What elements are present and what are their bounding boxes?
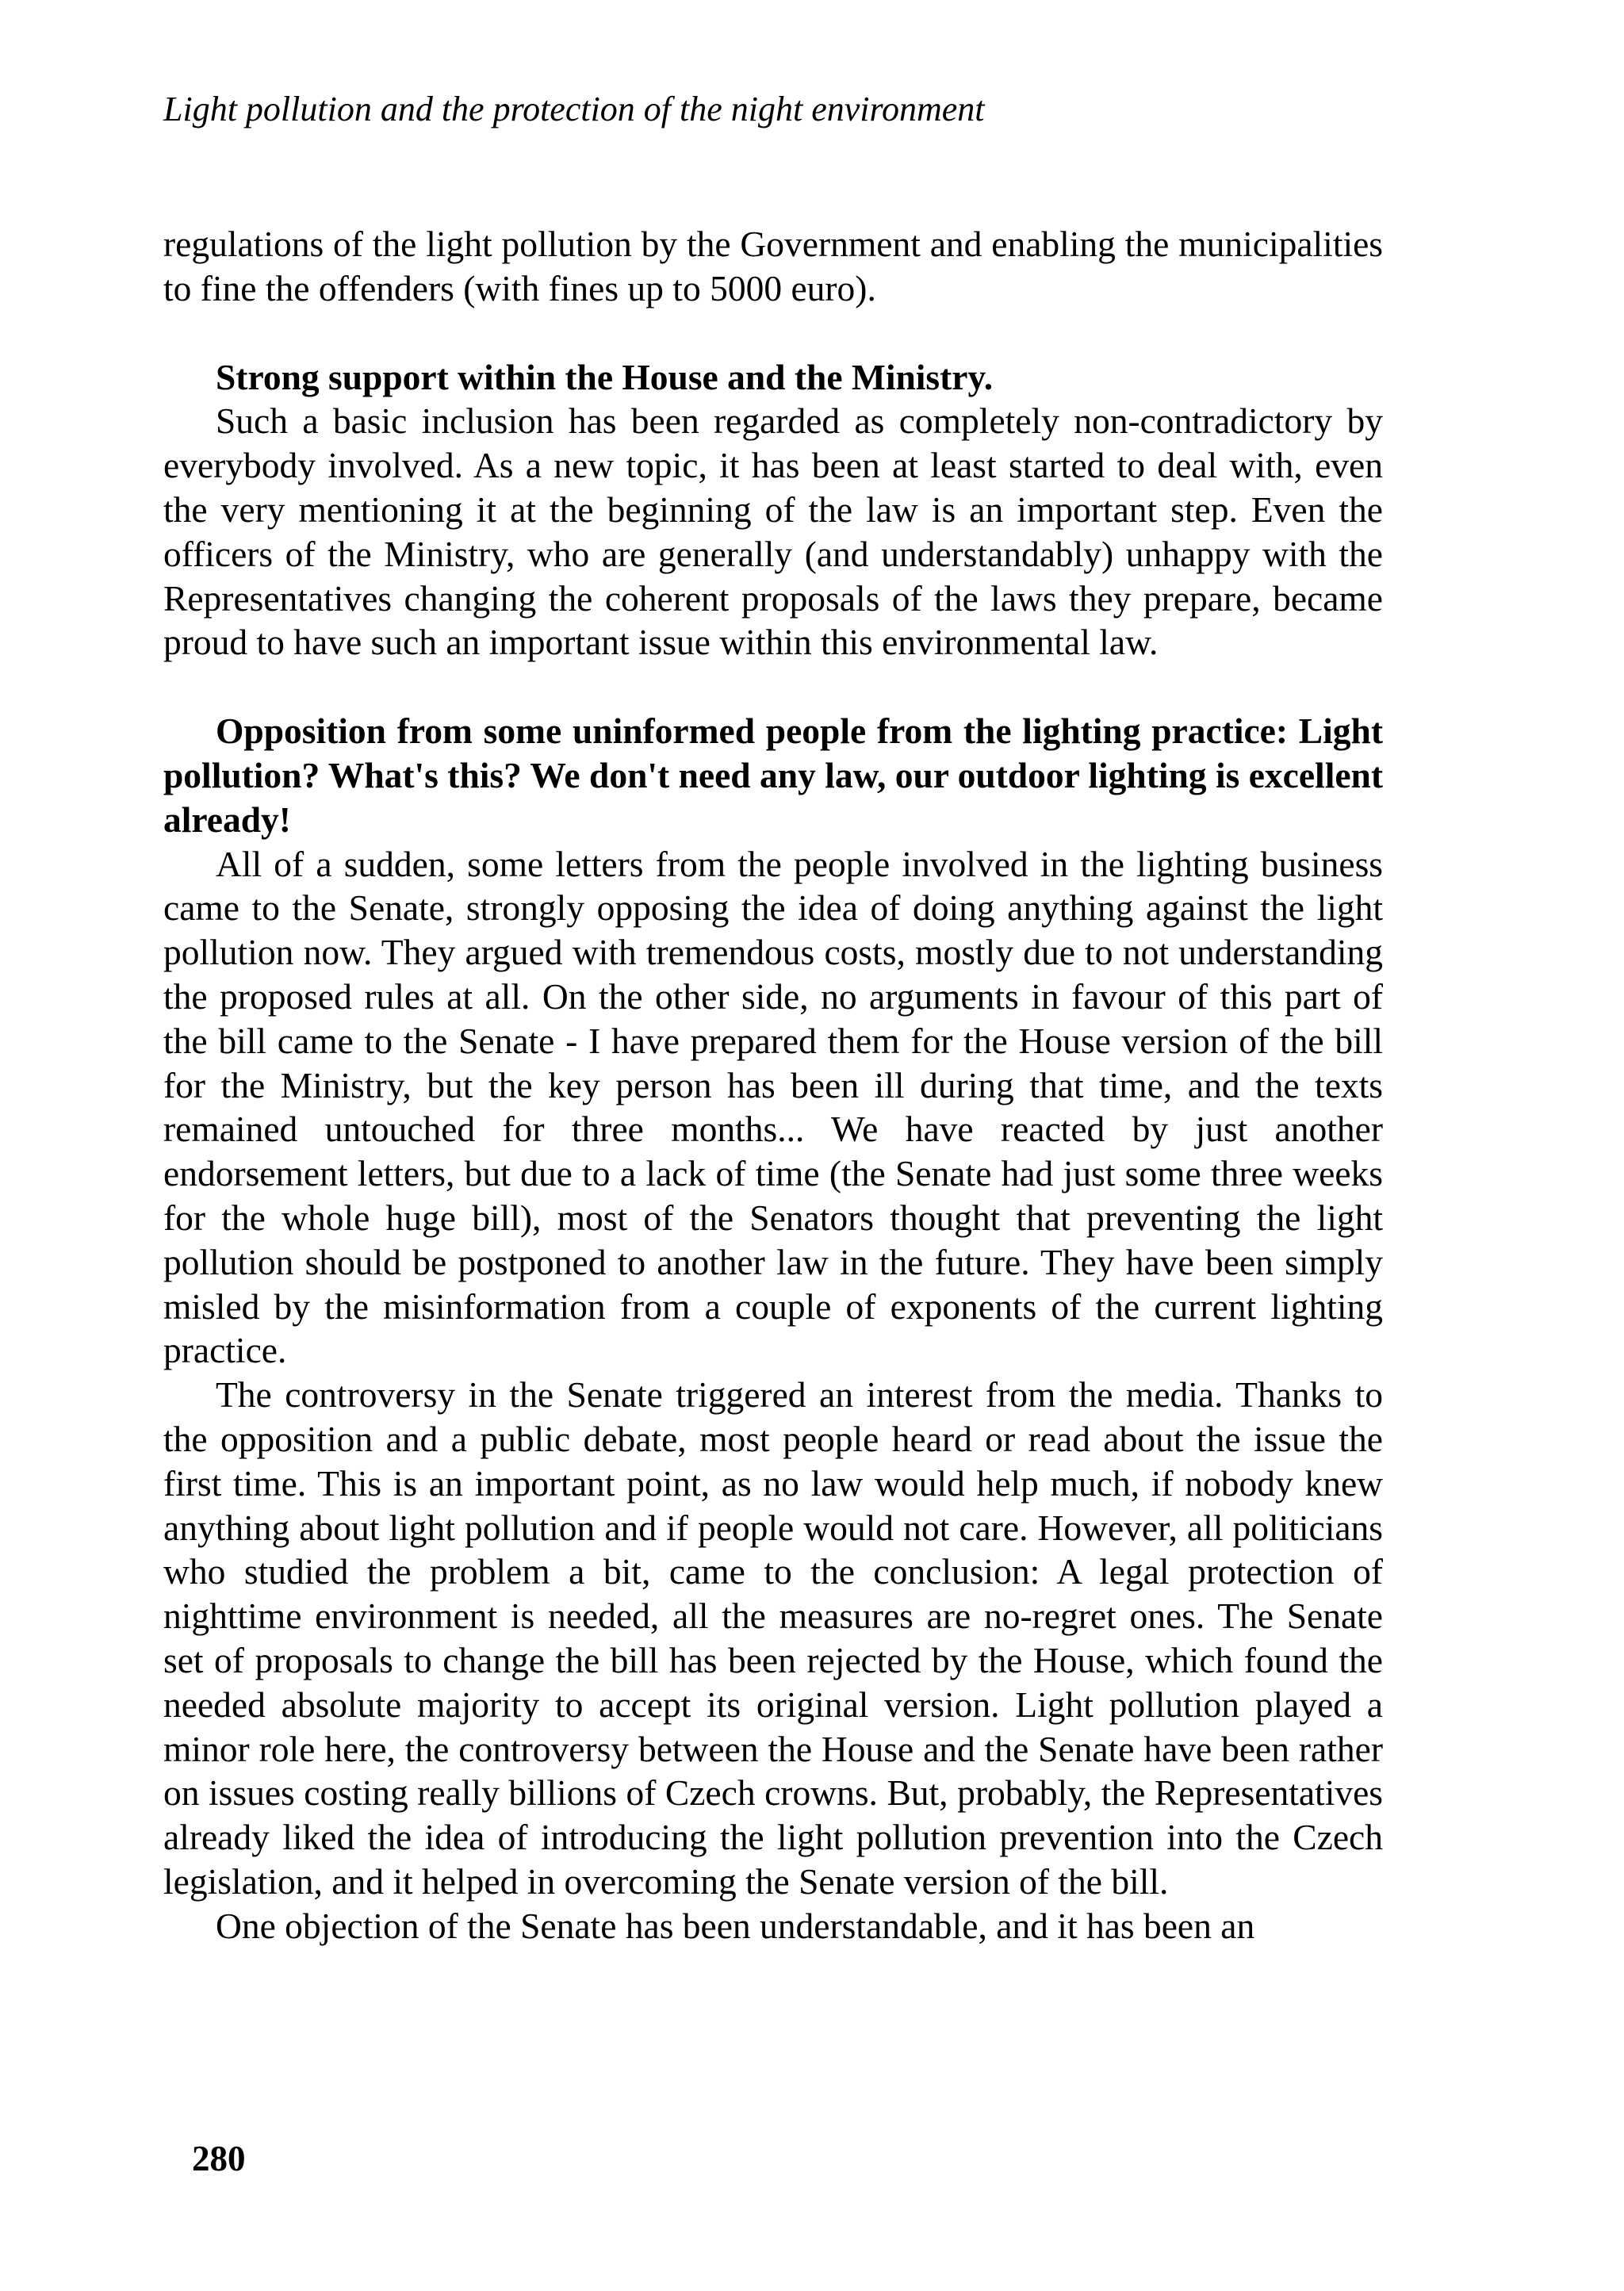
paragraph-gap <box>163 665 1383 709</box>
paragraph-objection: One objection of the Senate has been understandable, and it has been an <box>216 1905 1255 1946</box>
paragraph-continuation: regulations of the light pollution by the Government and enabling the municipalities to fine the offenders (with fines up to 5000 euro). <box>163 224 1383 308</box>
page-number: 280 <box>192 2139 246 2178</box>
body-text <box>163 222 1383 1948</box>
paragraph-controversy: The controversy in the Senate triggered an interest from the media. Thanks to the opposition and a public debate, most people heard or read about the issue the first time. This is an important point, as no law would help much, if nobody knew anything about light pollution and if people would not care. However, all politicians who studied the problem a bit, came to the conclusion: A legal protection of nighttime environment is needed, all the measures are no-regret ones. The Senate set of proposals to change the bill has been rejected by the House, which found the needed absolute majority to accept its original version. Light pollution played a minor role here, the controversy between the House and the Senate have been rather on issues costing really billions of Czech crowns. But, probably, the Representatives already liked the idea of introducing the light pollution prevention into the Czech legislation, and it helped in overcoming the Senate version of the bill. <box>163 1374 1383 1902</box>
paragraph-gap <box>163 311 1383 355</box>
paragraph-support: Such a basic inclusion has been regarded as completely non-contradictory by everybody involved. As a new topic, it has been at least started to deal with, even the very mentioning it at the beginning of the law is an important step. Even the officers of the Ministry, who are generally (and understandably) unhappy with the Representatives changing the coherent proposals of the laws they prepare, became proud to have such an important issue within this environmental law. <box>163 400 1383 663</box>
section-heading-support: Strong support within the House and the Ministry. <box>216 356 994 397</box>
paragraph-opposition: All of a sudden, some letters from the people involved in the lighting business came to the Senate, strongly opposing the idea of doing anything against the light pollution now. They argued with tremendous costs, mostly due to not understanding the proposed rules at all. On the other side, no arguments in favour of this part of the bill came to the Senate - I have prepared them for the House version of the bill for the Ministry, but the key person has been ill during that time, and the texts remained untouched for three months... We have reacted by just another endorsement letters, but due to a lack of time (the Senate had just some three weeks for the whole huge bill), most of the Senators thought that preventing the light pollution should be postponed to another law in the future. They have been simply misled by the misinformation from a couple of exponents of the current lighting practice. <box>163 843 1383 1371</box>
running-header: Light pollution and the protection of the night environment <box>163 90 985 128</box>
section-heading-opposition: Opposition from some uninformed people from the lighting practice: Light pollution? What's this? We don't need any law, our outdoor lighting is excellent already! <box>163 711 1383 840</box>
